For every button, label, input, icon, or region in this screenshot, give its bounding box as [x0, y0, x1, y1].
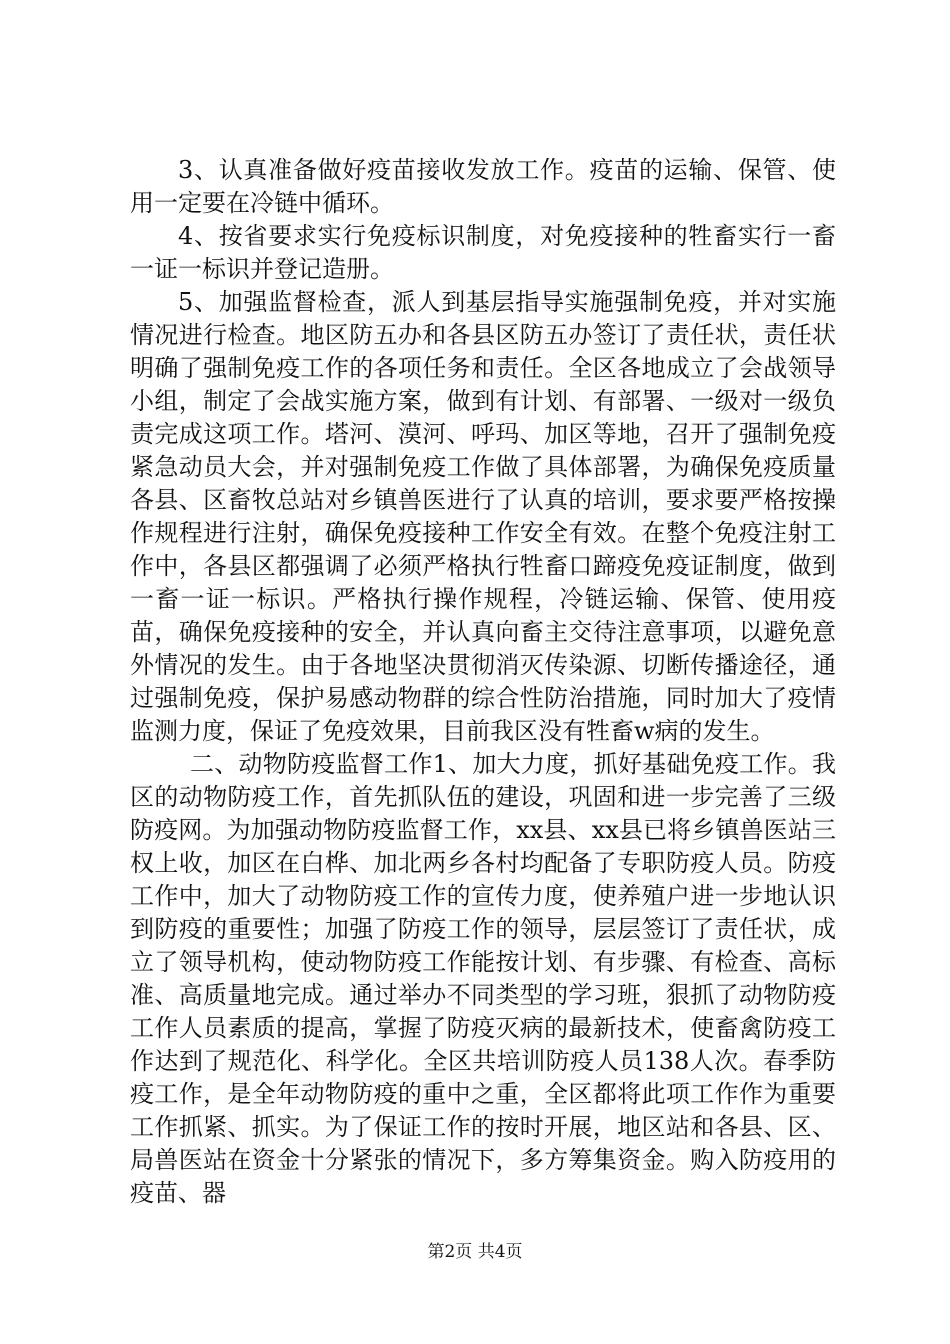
page-footer: 第2页 共4页 — [427, 1242, 523, 1262]
paragraph-vaccine-distribution: 3、认真准备做好疫苗接收发放工作。疫苗的运输、保管、使用一定要在冷链中循环。 — [130, 156, 836, 217]
paragraph-epidemic-supervision: 二、动物防疫监督工作1、加大力度，抓好基础免疫工作。我区的动物防疫工作，首先抓队伍的建设，巩固和进一步完善了三级防疫网。为加强动物防疫监督工作，xx县、xx县已将乡镇兽医站三权上收，加区在白桦、加北两乡各村均配备了专职防疫人员。防疫工作中，加大了动物防疫工作的宣传力度，使养殖户进一步地认识到防疫的重要性；加强了防疫工作的领导，层层签订了责任状，成立了领导机构，使动物防疫工作能按计划、有步骤、有检查、高标准、高质量地完成。通过举办不同类型的学习班，狠抓了动物防疫工作人员素质的提高，掌握了防疫灭病的最新技术，使畜禽防疫工作达到了规范化、科学化。全区共培训防疫人员138人次。春季防疫工作，是全年动物防疫的重中之重，全区都将此项工作作为重要工作抓紧、抓实。为了保证工作的按时开展，地区站和各县、区、局兽医站在资金十分紧张的情况下，多方筹集资金。购入防疫用的疫苗、器 — [130, 750, 836, 1207]
paragraph-supervision-inspection: 5、加强监督检查，派人到基层指导实施强制免疫，并对实施情况进行检查。地区防五办和各县区防五办签订了责任状，责任状明确了强制免疫工作的各项任务和责任。全区各地成立了会战领导小组，制定了会战实施方案，做到有计划、有部署、一级对一级负责完成这项工作。塔河、漠河、呼玛、加区等地，召开了强制免疫紧急动员大会，并对强制免疫工作做了具体部署，为确保免疫质量各县、区畜牧总站对乡镇兽医进行了认真的培训，要求要严格按操作规程进行注射，确保免疫接种工作安全有效。在整个免疫注射工作中，各县区都强调了必须严格执行牲畜口蹄疫免疫证制度，做到一畜一证一标识。严格执行操作规程，冷链运输、保管、使用疫苗，确保免疫接种的安全，并认真向畜主交待注意事项，以避免意外情况的发生。由于各地坚决贯彻消灭传染源、切断传播途径，通过强制免疫，保护易感动物群的综合性防治措施，同时加大了疫情监测力度，保证了免疫效果，目前我区没有牲畜w病的发生。 — [130, 288, 836, 745]
document-body — [130, 154, 836, 1210]
paragraph-immunity-marking: 4、按省要求实行免疫标识制度，对免疫接种的牲畜实行一畜一证一标识并登记造册。 — [130, 222, 836, 283]
